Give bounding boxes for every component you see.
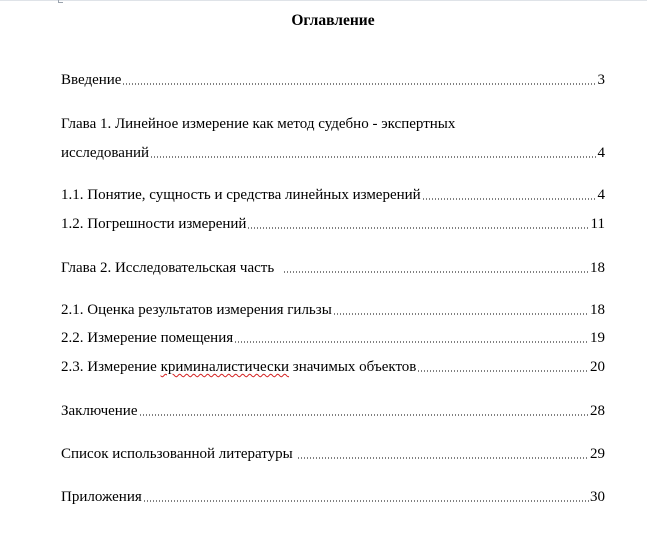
toc-page-number: 18: [590, 302, 605, 318]
toc-page-number: 11: [590, 216, 605, 232]
toc-entry-2-3[interactable]: [61, 357, 605, 377]
toc-entry-conclusion[interactable]: [61, 401, 605, 421]
toc-page-number: 4: [597, 145, 605, 161]
page-title: Оглавление: [291, 12, 375, 29]
page-top-edge: [0, 0, 647, 1]
toc-page-number: 3: [597, 72, 605, 88]
toc-page-number: 19: [590, 330, 605, 346]
toc-entry-label-part: 2.3. Измерение: [61, 359, 161, 375]
toc-page-number: 28: [590, 403, 605, 419]
toc-entry-label: 2.2. Измерение помещения: [61, 330, 234, 346]
toc-entry-1-2[interactable]: [61, 214, 605, 234]
toc-entry-appendices[interactable]: [61, 487, 605, 507]
dot-leader: [297, 457, 589, 459]
toc-entry-chapter2[interactable]: [61, 258, 605, 278]
dot-leader: [150, 156, 596, 158]
toc-entry-label: Список использованной литературы: [61, 446, 293, 462]
toc-page-number: 30: [590, 489, 605, 505]
dot-leader: [139, 414, 590, 416]
dot-leader: [122, 83, 596, 85]
toc-entry-label: 2.1. Оценка результатов измерения гильзы: [61, 302, 332, 318]
toc-entry-label: Заключение: [61, 403, 138, 419]
dot-leader: [247, 227, 589, 229]
toc-entry-label: исследований: [61, 145, 150, 161]
toc-entry-references[interactable]: [61, 444, 605, 464]
toc-page-number: 18: [590, 260, 605, 276]
toc-page-number: 29: [590, 446, 605, 462]
dot-leader: [283, 271, 589, 273]
toc-entry-1-1[interactable]: [61, 185, 605, 205]
toc-entry-label: 1.2. Погрешности измерений: [61, 216, 247, 232]
toc-page-number: 20: [590, 359, 605, 375]
spellcheck-flagged-word[interactable]: криминалистически: [160, 359, 290, 375]
toc-entry-label-part: значимых объектов: [289, 359, 417, 375]
toc-entry-chapter1-line1[interactable]: Глава 1. Линейное измерение как метод судебно - экспертных: [61, 116, 456, 132]
dot-leader: [234, 341, 589, 343]
toc-entry-label: [61, 357, 416, 377]
text-boundary-mark: [58, 0, 63, 3]
toc-entry-2-2[interactable]: [61, 328, 605, 348]
toc-entry-chapter1[interactable]: [61, 143, 605, 163]
toc-page-number: 4: [597, 187, 605, 203]
toc-entry-label: Глава 2. Исследовательская часть: [61, 260, 275, 276]
dot-leader: [143, 500, 589, 502]
toc-entry-label: Приложения: [61, 489, 142, 505]
dot-leader: [417, 370, 589, 372]
dot-leader: [333, 313, 589, 315]
dot-leader: [422, 198, 597, 200]
toc-entry-label: 1.1. Понятие, сущность и средства линейных измерений: [61, 187, 421, 203]
toc-entry-2-1[interactable]: [61, 300, 605, 320]
toc-entry-intro[interactable]: [61, 70, 605, 90]
toc-entry-label: Введение: [61, 72, 122, 88]
